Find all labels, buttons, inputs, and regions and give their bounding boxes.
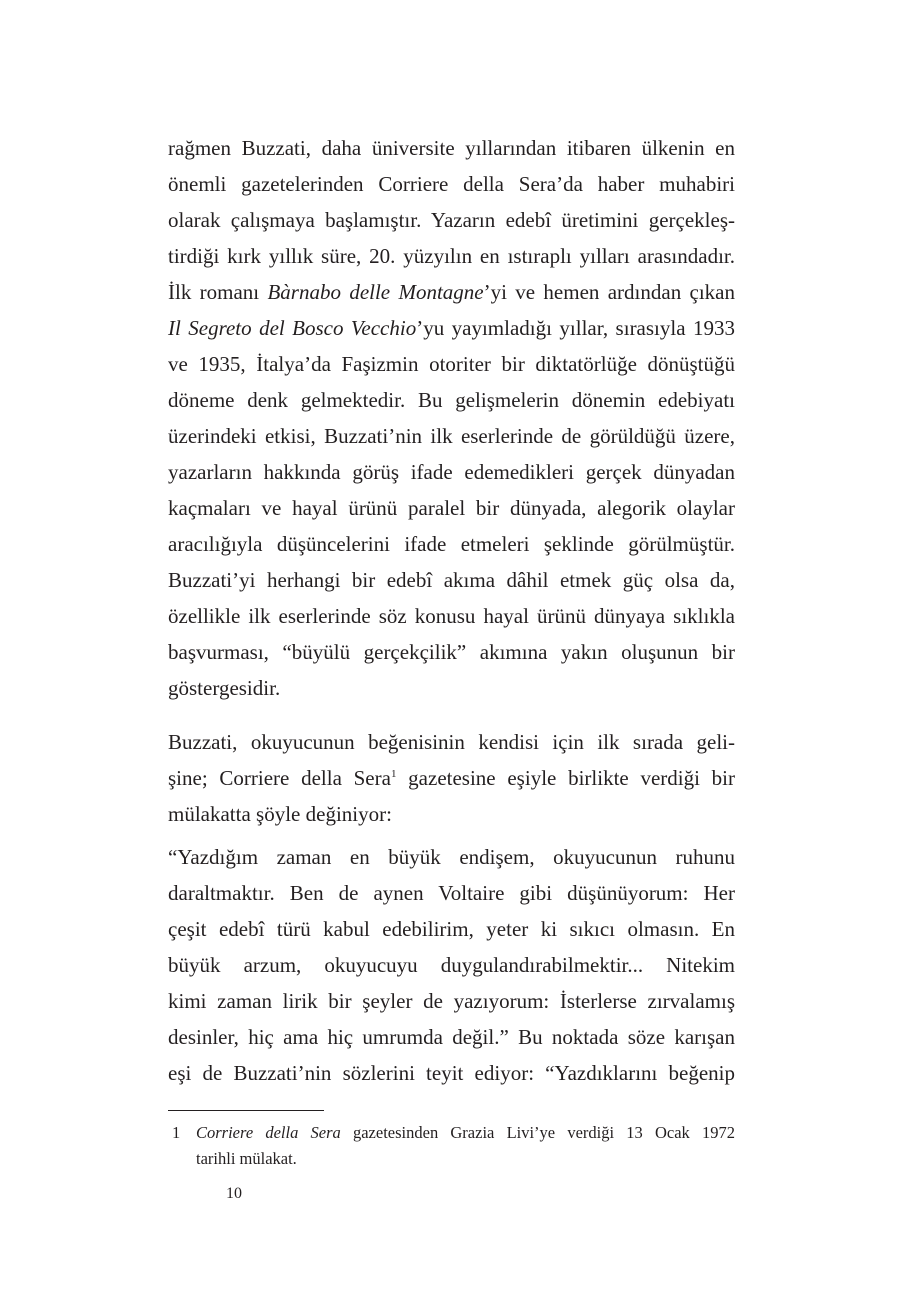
text-line: “Yazdığım zaman en büyük endişem, okuyucunun ruhunu <box>168 845 735 869</box>
text-line <box>168 760 735 796</box>
text-line <box>168 274 735 310</box>
text-line: olarak çalışmaya başlamıştır. Yazarın edebî üretimini gerçekleş- <box>168 208 735 232</box>
text-line: göstergesidir. <box>168 676 281 700</box>
text-line: döneme denk gelmektedir. Bu gelişmelerin dönemin edebiyatı <box>168 388 735 412</box>
novel-title: Bàrnabo delle Montagne <box>267 280 484 304</box>
text-segment: şine; Corriere della Sera <box>168 766 391 790</box>
text-line: özellikle ilk eserlerinde söz konusu hayal ürünü dünyaya sıklıkla <box>168 604 735 628</box>
novel-title: Il Segreto del Bosco Vecchio <box>168 316 417 340</box>
text-line: büyük arzum, okuyucuyu duygulandırabilmektir... Nitekim <box>168 953 735 977</box>
text-segment: gazetesinden Grazia Livi’ye verdiği 13 Ocak 1972 <box>340 1123 735 1142</box>
text-segment: ’yi ve hemen ardından çıkan <box>483 280 735 304</box>
footnote-text <box>196 1120 735 1172</box>
text-line: Buzzati’yi herhangi bir edebî akıma dâhil etmek güç olsa da, <box>168 568 735 592</box>
text-line: aracılığıyla düşüncelerini ifade etmeleri şeklinde görülmüştür. <box>168 532 735 556</box>
text-line: üzerindeki etkisi, Buzzati’nin ilk eserlerinde de görüldüğü üzere, <box>168 424 735 448</box>
footnote-line <box>196 1120 735 1146</box>
quote-paragraph <box>168 839 735 1091</box>
newspaper-title: Corriere della Sera <box>196 1123 341 1142</box>
text-line: ve 1935, İtalya’da Faşizmin otoriter bir diktatörlüğe dönüştüğü <box>168 352 735 376</box>
text-line: çeşit edebî türü kabul edebilirim, yeter ki sıkıcı olmasın. En <box>168 917 735 941</box>
text-line: Buzzati, okuyucunun beğenisinin kendisi için ilk sırada geli- <box>168 730 735 754</box>
text-line: kaçmaları ve hayal ürünü paralel bir dünyada, alegorik olaylar <box>168 496 735 520</box>
text-line: yazarların hakkında görüş ifade edemedikleri gerçek dünyadan <box>168 460 735 484</box>
text-line: daraltmaktır. Ben de aynen Voltaire gibi düşünüyorum: Her <box>168 881 735 905</box>
footnote-divider <box>168 1110 324 1111</box>
text-line: eşi de Buzzati’nin sözlerini teyit ediyor: “Yazdıklarını beğenip <box>168 1061 735 1085</box>
body-paragraph <box>168 724 735 832</box>
text-line: desinler, hiç ama hiç umrumda değil.” Bu noktada söze karışan <box>168 1025 735 1049</box>
page-number: 10 <box>226 1185 242 1202</box>
footnote-line: tarihli mülakat. <box>196 1149 297 1168</box>
text-line: kimi zaman lirik bir şeyler de yazıyorum: İsterlerse zırvalamış <box>168 989 735 1013</box>
text-segment: gazetesine eşiyle birlikte verdiği bir <box>396 766 736 790</box>
text-segment: İlk romanı <box>168 280 268 304</box>
text-line: önemli gazetelerinden Corriere della Sera’da haber muhabiri <box>168 172 735 196</box>
text-line: mülakatta şöyle değiniyor: <box>168 802 392 826</box>
text-line: tirdiği kırk yıllık süre, 20. yüzyılın en ıstıraplı yılları arasındadır. <box>168 244 735 268</box>
body-paragraph <box>168 130 735 706</box>
footnote-reference[interactable]: 1 <box>390 768 397 780</box>
text-line <box>168 310 735 346</box>
text-segment: ’yu yayımladığı yıllar, sırasıyla 1933 <box>416 316 735 340</box>
text-line: başvurması, “büyülü gerçekçilik” akımına yakın oluşunun bir <box>168 640 735 664</box>
text-line: rağmen Buzzati, daha üniversite yıllarından itibaren ülkenin en <box>168 136 735 160</box>
footnote-number: 1 <box>172 1123 181 1142</box>
